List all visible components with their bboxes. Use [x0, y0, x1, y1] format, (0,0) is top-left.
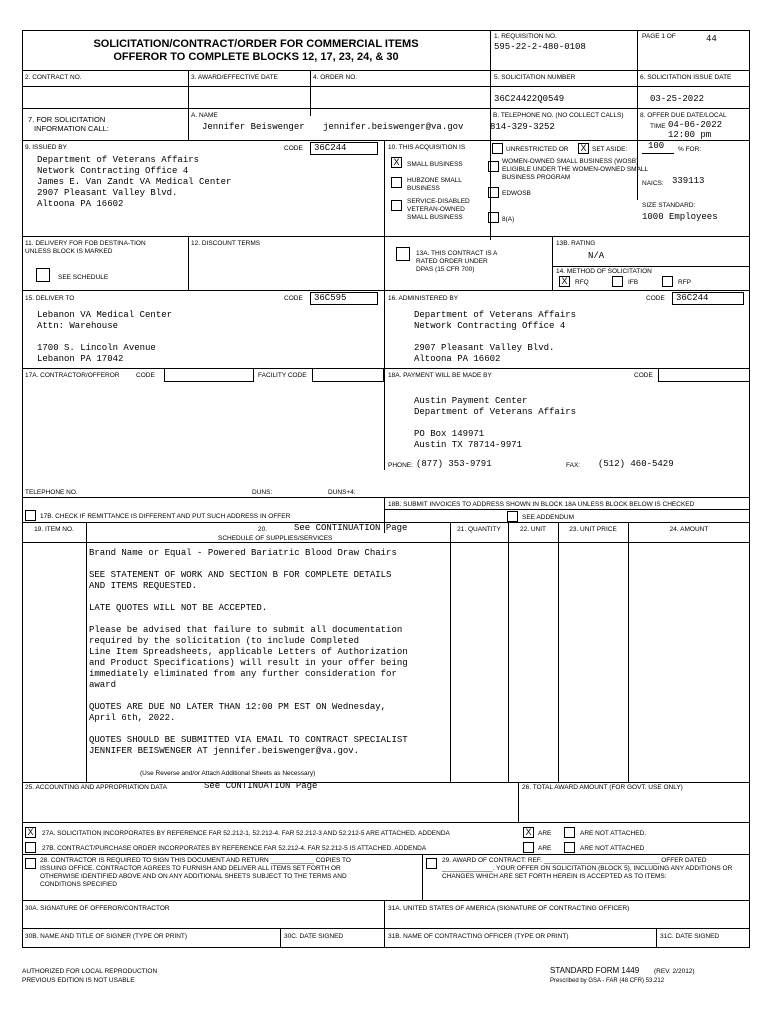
rated-order-checkbox[interactable] — [396, 247, 410, 261]
deliver-code-value: 36C595 — [314, 293, 347, 303]
naics-value[interactable]: 339113 — [672, 176, 705, 186]
order-no-label: 4. ORDER NO. — [313, 74, 358, 81]
set-aside-percent: 100 — [648, 141, 665, 151]
rfp-checkbox[interactable] — [662, 276, 673, 287]
discount-terms-label: 12. DISCOUNT TERMS — [191, 240, 261, 247]
27a-are-checkbox[interactable]: X — [523, 827, 534, 838]
payment-line-4: PO Box 149971 — [414, 429, 485, 439]
schedule-header: SCHEDULE OF SUPPLIES/SERVICES — [218, 535, 333, 542]
28-checkbox[interactable] — [25, 858, 36, 869]
form-title-line1: SOLICITATION/CONTRACT/ORDER FOR COMMERCIAL ITEMS — [93, 38, 419, 50]
contractor-telephone-label: TELEPHONE NO. — [25, 489, 78, 496]
wosb-label: WOMEN-OWNED SMALL BUSINESS (WOSB) ELIGIBLE UNDER THE WOMEN-OWNED SMALL BUSINESS PROGRAM — [502, 158, 648, 181]
admin-code-label: CODE — [646, 295, 665, 302]
rating-value[interactable]: N/A — [588, 251, 605, 261]
contact-email[interactable]: jennifer.beiswenger@va.gov — [323, 122, 464, 132]
ifb-checkbox[interactable] — [612, 276, 623, 287]
payment-code-label: CODE — [634, 372, 653, 379]
remittance-checkbox[interactable] — [25, 510, 36, 521]
footer-form-name: STANDARD FORM 1449 — [550, 966, 640, 975]
schedule-continuation: See CONTINUATION Page — [294, 523, 408, 533]
28-label: 28. CONTRACTOR IS REQUIRED TO SIGN THIS DOCUMENT AND RETURN ____________ COPIES TO ISSUING OFFICE. CONTRACTOR AGREES TO FURNISH AND DELIVER ALL ITEMS SET FORTH OR OTHERWISE IDENTIFIED ABOVE AND ON ANY ADDITIONAL SHEETS SUBJECT TO THE TERMS AND CONDITIONS SPECIFIED — [40, 857, 351, 888]
27b-are-not-checkbox[interactable] — [564, 842, 575, 853]
offer-due-label: 8. OFFER DUE DATE/LOCAL — [640, 112, 727, 119]
deliver-code-label: CODE — [284, 295, 303, 302]
telephone-label: B. TELEPHONE NO. (NO COLLECT CALLS) — [493, 112, 624, 119]
small-business-label: SMALL BUSINESS — [407, 161, 463, 168]
solicitation-number-label: 5. SOLICITATION NUMBER — [494, 74, 576, 81]
use-reverse-note: (Use Reverse and/or Attach Additional Sheets as Necessary) — [140, 770, 316, 777]
31b-label: 31B. NAME OF CONTRACTING OFFICER (TYPE OR PRINT) — [388, 933, 569, 940]
payment-line-2: Department of Veterans Affairs — [414, 407, 577, 417]
eight-a-checkbox[interactable] — [488, 212, 499, 223]
duns-label: DUNS: — [252, 489, 273, 496]
percent-for-label: % FOR: — [678, 146, 702, 153]
size-standard-label: SIZE STANDARD: — [642, 202, 696, 209]
schedule-header-number: 20. — [258, 526, 268, 533]
schedule-description: Brand Name or Equal - Powered Bariatric Blood Draw Chairs SEE STATEMENT OF WORK AND SECTION B FOR COMPLETE DETAILS AND ITEMS REQUESTED. LATE QUOTES WILL NOT BE ACCEPTED. Please be advised that failure to submit all documentation required by the solicitation (to include Completed Line Item Spreadsheets, applicable Letters of Authorization and Product Specifications) will result in your offer being immediately eliminated from any further consideration for award QUOTES ARE DUE NO LATER THAN 12:00 PM EST ON Wednesday, April 6th, 2022. QUOTES SHOULD BE SUBMITTED VIA EMAIL TO CONTRACT SPECIALIST JENNIFER BEISWENGER AT jennifer.beiswenger@va.gov. — [89, 548, 408, 756]
page-label: PAGE 1 OF — [642, 33, 676, 40]
requisition-value[interactable]: 595-22-2-480-0108 — [494, 42, 586, 52]
duns4-label: DUNS+4: — [328, 489, 356, 496]
issue-date-label: 6. SOLICITATION ISSUE DATE — [640, 74, 732, 81]
wosb-checkbox[interactable] — [488, 161, 499, 172]
admin-code-value: 36C244 — [676, 293, 709, 303]
page-total: 44 — [706, 34, 717, 44]
rfp-label: RFP — [678, 279, 691, 286]
size-standard-value[interactable]: 1000 Employees — [642, 212, 718, 222]
sdvosb-label: SERVICE-DISABLED VETERAN-OWNED SMALL BUSINESS — [407, 198, 470, 221]
payment-fax-value: (512) 460-5429 — [598, 459, 674, 469]
edwosb-label: EDWOSB — [502, 190, 531, 197]
offer-due-date[interactable]: 04-06-2022 — [668, 120, 723, 130]
total-award-label: 26. TOTAL AWARD AMOUNT (FOR GOVT. USE ONLY) — [522, 784, 683, 791]
admin-line-1: Department of Veterans Affairs — [414, 310, 577, 320]
hubzone-label: HUBZONE SMALL BUSINESS — [407, 177, 462, 192]
amount-header: 24. AMOUNT — [669, 526, 709, 533]
hubzone-checkbox[interactable] — [391, 177, 402, 188]
acquisition-label: 10. THIS ACQUISITION IS — [388, 144, 466, 151]
small-business-checkbox[interactable]: X — [391, 157, 402, 168]
accounting-value: See CONTINUATION Page — [204, 781, 318, 791]
contractor-code-field[interactable] — [164, 368, 254, 382]
set-aside-checkbox[interactable]: X — [578, 143, 589, 154]
naics-label: NAICS: — [642, 180, 664, 187]
method-label: 14. METHOD OF SOLICITATION — [556, 268, 652, 275]
deliver-to-label: 15. DELIVER TO — [25, 295, 75, 302]
admin-line-2: Network Contracting Office 4 — [414, 321, 566, 331]
fob-destination-label: 11. DELIVERY FOR FOB DESTINA-TION UNLESS BLOCK IS MARKED — [25, 240, 146, 255]
30b-label: 30B. NAME AND TITLE OF SIGNER (TYPE OR PRINT) — [25, 933, 188, 940]
rfq-label: RFQ — [575, 279, 589, 286]
27b-are-label: ARE — [538, 845, 552, 852]
addendum-checkbox[interactable] — [507, 511, 518, 522]
contractor-label: 17A. CONTRACTOR/OFFEROR — [25, 372, 120, 379]
27a-label: 27A. SOLICITATION INCORPORATES BY REFERENCE FAR 52.212-1, 52.212-4. FAR 52.212-3 AND 52.212-5 ARE ATTACHED. ADDENDA — [42, 830, 450, 837]
payment-phone-value: (877) 353-9791 — [416, 459, 492, 469]
issued-by-label: 9. ISSUED BY — [25, 144, 67, 151]
deliver-line-4: 1700 S. Lincoln Avenue — [37, 343, 156, 353]
telephone-value[interactable]: 814-329-3252 — [490, 122, 555, 132]
submit-invoices-label: 18B. SUBMIT INVOICES TO ADDRESS SHOWN IN BLOCK 18A UNLESS BLOCK BELOW IS CHECKED — [388, 501, 695, 508]
footer-authorized: AUTHORIZED FOR LOCAL REPRODUCTION — [22, 968, 158, 975]
footer-previous: PREVIOUS EDITION IS NOT USABLE — [22, 977, 135, 984]
see-schedule-label: SEE SCHEDULE — [58, 274, 109, 281]
unit-header: 22. UNIT — [519, 526, 546, 533]
facility-code-field[interactable] — [312, 368, 384, 382]
payment-line-1: Austin Payment Center — [414, 396, 528, 406]
payment-fax-label: FAX: — [566, 462, 581, 469]
name-label: A. NAME — [191, 112, 218, 119]
offer-due-time-label: TIME — [650, 123, 666, 130]
info-call-label-2: INFORMATION CALL: — [34, 124, 109, 133]
set-aside-label: SET ASIDE: — [592, 146, 628, 153]
27b-label: 27B. CONTRACT/PURCHASE ORDER INCORPORATES BY REFERENCE FAR 52.212-4. FAR 52.212-5 IS ATTACHED. ADDENDA — [42, 845, 427, 852]
27b-are-checkbox[interactable] — [523, 842, 534, 853]
issue-date-value[interactable]: 03-25-2022 — [650, 94, 705, 104]
issued-line-3: James E. Van Zandt VA Medical Center — [37, 177, 232, 187]
31a-label: 31A. UNITED STATES OF AMERICA (SIGNATURE OF CONTRACTING OFFICER) — [388, 905, 630, 912]
contractor-code-label: CODE — [136, 372, 155, 379]
requisition-label: 1. REQUISITION NO. — [494, 33, 557, 40]
rfq-checkbox[interactable]: X — [559, 276, 570, 287]
rated-order-label: 13A. THIS CONTRACT IS A RATED ORDER UNDER DPAS (15 CFR 700) — [416, 250, 498, 273]
27b-checkbox[interactable] — [25, 842, 36, 853]
payment-phone-label: PHONE: — [388, 462, 413, 469]
issued-line-5: Altoona PA 16602 — [37, 199, 124, 209]
30a-label: 30A. SIGNATURE OF OFFEROR/CONTRACTOR — [25, 905, 170, 912]
info-call-label-1: 7. FOR SOLICITATION — [28, 115, 106, 124]
31c-label: 31C. DATE SIGNED — [660, 933, 720, 940]
payment-label: 18A. PAYMENT WILL BE MADE BY — [388, 372, 492, 379]
unit-price-header: 23. UNIT PRICE — [569, 526, 617, 533]
payment-code-field[interactable] — [658, 368, 750, 382]
27a-checkbox[interactable]: X — [25, 827, 36, 838]
eight-a-label: 8(A) — [502, 216, 515, 223]
item-no-header: 19. ITEM NO. — [34, 526, 74, 533]
issued-line-1: Department of Veterans Affairs — [37, 155, 200, 165]
deliver-line-5: Lebanon PA 17042 — [37, 354, 124, 364]
offer-due-time[interactable]: 12:00 pm — [668, 130, 712, 140]
admin-line-4: 2907 Pleasant Valley Blvd. — [414, 343, 555, 353]
contract-no-label: 2. CONTRACT NO. — [25, 74, 82, 81]
administered-by-label: 16. ADMINISTERED BY — [388, 295, 459, 302]
27b-are-not-label: ARE NOT ATTACHED — [580, 845, 645, 852]
27a-are-not-checkbox[interactable] — [564, 827, 575, 838]
quantity-header: 21. QUANTITY — [457, 526, 501, 533]
issued-code-label: CODE — [284, 145, 303, 152]
form-title-line2: OFFEROR TO COMPLETE BLOCKS 12, 17, 23, 24, & 30 — [113, 51, 399, 63]
solicitation-number-value[interactable]: 36C24422Q0549 — [494, 94, 565, 104]
unrestricted-label: UNRESTRICTED OR — [506, 146, 569, 153]
27a-are-not-label: ARE NOT ATTACHED. — [580, 830, 647, 837]
deliver-line-2: Attn: Warehouse — [37, 321, 119, 331]
footer-prescribed: Prescribed by GSA - FAR (48 CFR) 53.212 — [550, 978, 665, 984]
addendum-label: SEE ADDENDUM — [522, 514, 575, 521]
issued-line-2: Network Contracting Office 4 — [37, 166, 189, 176]
issued-line-4: 2907 Pleasant Valley Blvd. — [37, 188, 178, 198]
29-label: 29. AWARD OF CONTRACT: REF. ________________________________ OFFER DATED ______________. YOUR OFFER ON SOLICITATION (BLOCK 5), INCLUDING ANY ADDITIONS OR CHANGES WHICH ARE SET FORTH HEREIN IS ACCEPTED AS TO ITEMS: — [442, 857, 733, 880]
award-date-label: 3. AWARD/EFFECTIVE DATE — [191, 74, 278, 81]
admin-line-5: Altoona PA 16602 — [414, 354, 501, 364]
27a-are-label: ARE — [538, 830, 552, 837]
issued-code-value: 36C244 — [314, 143, 347, 153]
remittance-label: 17B. CHECK IF REMITTANCE IS DIFFERENT AND PUT SUCH ADDRESS IN OFFER — [40, 513, 291, 520]
29-checkbox[interactable] — [426, 858, 437, 869]
contact-name[interactable]: Jennifer Beiswenger — [202, 122, 305, 132]
payment-line-5: Austin TX 78714-9971 — [414, 440, 523, 450]
facility-code-label: FACILITY CODE — [258, 372, 307, 379]
deliver-line-1: Lebanon VA Medical Center — [37, 310, 173, 320]
unrestricted-checkbox[interactable] — [492, 143, 503, 154]
accounting-label: 25. ACCOUNTING AND APPROPRIATION DATA — [25, 784, 167, 791]
rating-label: 13B. RATING — [556, 240, 596, 247]
form-sf1449 — [22, 30, 750, 984]
edwosb-checkbox[interactable] — [488, 187, 499, 198]
ifb-label: IFB — [628, 279, 639, 286]
footer-revision: (REV. 2/2012) — [654, 968, 695, 975]
sdvosb-checkbox[interactable] — [391, 200, 402, 211]
see-schedule-checkbox[interactable] — [36, 268, 50, 282]
30c-label: 30C. DATE SIGNED — [284, 933, 344, 940]
